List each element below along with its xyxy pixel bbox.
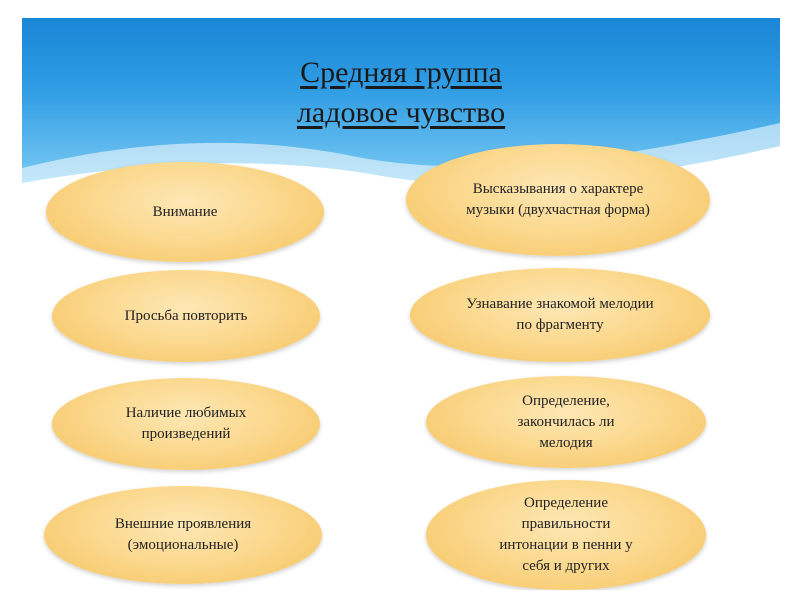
left-oval-4 xyxy=(44,486,322,584)
slide xyxy=(22,18,780,590)
right-oval-3 xyxy=(426,376,706,468)
left-oval-2-text: Просьба повторить xyxy=(124,307,248,324)
slide-title-line2: ладовое чувство xyxy=(296,96,506,129)
right-oval-2-text: Узнавание знакомой мелодии по фрагменту xyxy=(466,296,654,333)
left-oval-1-text: Внимание xyxy=(152,203,218,220)
left-oval-3-text: Наличие любимых произведений xyxy=(125,405,247,442)
right-oval-3-text: Определение, закончилась ли мелодия xyxy=(517,392,615,451)
right-oval-2 xyxy=(410,268,710,362)
right-oval-4-text: Определение правильности интонации в пенни у себя и других xyxy=(499,495,633,574)
right-oval-1 xyxy=(406,144,710,256)
slide-title-line1: Средняя группа xyxy=(300,56,502,89)
right-oval-4 xyxy=(426,480,706,590)
left-oval-2 xyxy=(52,270,320,362)
left-oval-3 xyxy=(52,378,320,470)
right-oval-1-text: Высказывания о характере музыки (двухчастная форма) xyxy=(466,181,650,218)
left-oval-1 xyxy=(46,162,324,262)
left-oval-4-text: Внешние проявления (эмоциональные) xyxy=(114,516,252,553)
